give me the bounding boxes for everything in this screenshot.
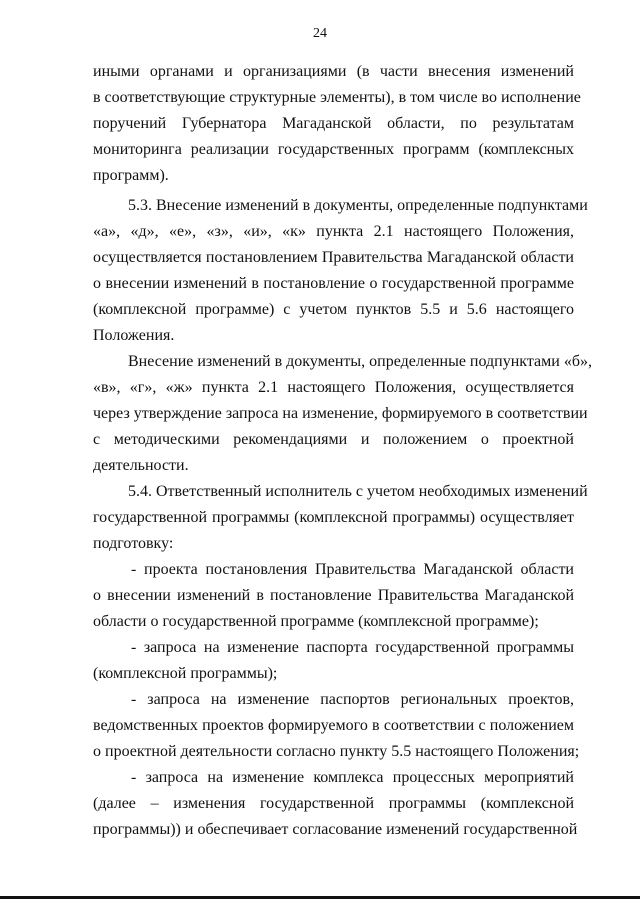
text-line: программы)) и обеспечивает согласование изменений государственной	[93, 821, 578, 838]
text-line: иными органами и организациями (в части внесения изменений	[93, 63, 574, 80]
text-line: Положения.	[93, 327, 175, 344]
text-line: - проекта постановления Правительства Магаданской области	[131, 561, 574, 578]
text-line: - запроса на изменение паспортов региональных проектов,	[131, 691, 574, 708]
text-line: «в», «г», «ж» пункта 2.1 настоящего Положения, осуществляется	[93, 379, 574, 396]
text-line: Внесение изменений в документы, определенные подпунктами «б»,	[128, 353, 592, 370]
text-line: о внесении изменений в постановление Правительства Магаданской	[93, 587, 574, 604]
page-bottom-rule	[0, 896, 640, 899]
text-line: подготовку:	[93, 535, 174, 552]
text-line: программ).	[93, 167, 169, 184]
text-line: деятельности.	[93, 457, 189, 474]
text-line: о проектной деятельности согласно пункту 5.5 настоящего Положения;	[93, 743, 580, 760]
text-line: осуществляется постановлением Правительства Магаданской области	[93, 249, 574, 266]
text-line: (комплексной программе) с учетом пунктов 5.5 и 5.6 настоящего	[93, 301, 574, 318]
text-line: 5.4. Ответственный исполнитель с учетом необходимых изменений	[128, 483, 588, 500]
text-line: с методическими рекомендациями и положением о проектной	[93, 431, 574, 448]
document-body	[93, 59, 592, 843]
text-line: «а», «д», «е», «з», «и», «к» пункта 2.1 настоящего Положения,	[93, 223, 574, 240]
text-line: в соответствующие структурные элементы), в том числе во исполнение	[93, 89, 581, 106]
text-line: государственной программы (комплексной программы) осуществляет	[93, 509, 574, 526]
text-line: ведомственных проектов формируемого в соответствии с положением	[93, 717, 574, 734]
page-number: 24	[313, 26, 327, 41]
text-line: через утверждение запроса на изменение, формируемого в соответствии	[93, 405, 588, 422]
text-line: о внесении изменений в постановление о государственной программе	[93, 275, 574, 292]
text-line: 5.3. Внесение изменений в документы, определенные подпунктами	[128, 197, 588, 214]
text-line: мониторинга реализации государственных программ (комплексных	[93, 141, 574, 158]
text-line: (далее – изменения государственной программы (комплексной	[93, 795, 574, 812]
text-line: - запроса на изменение комплекса процессных мероприятий	[131, 769, 574, 786]
text-line: поручений Губернатора Магаданской области, по результатам	[93, 115, 574, 132]
text-line: области о государственной программе (комплексной программе);	[93, 613, 539, 630]
text-line: - запроса на изменение паспорта государственной программы	[131, 639, 574, 656]
text-line: (комплексной программы);	[93, 665, 278, 682]
